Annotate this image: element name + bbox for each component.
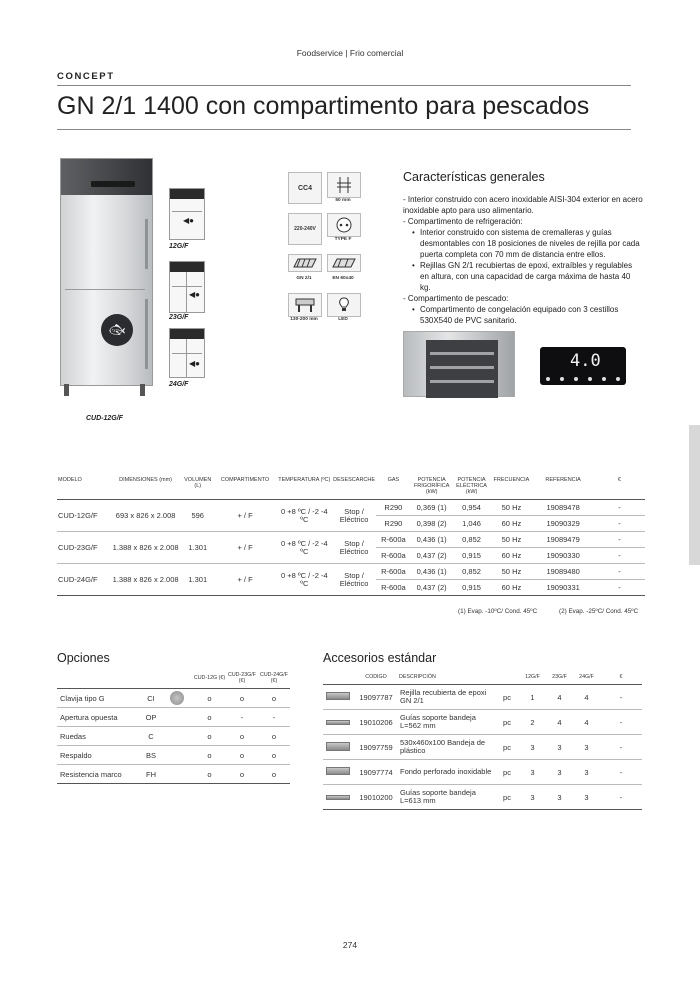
accessory-qty: 4 [546, 710, 573, 735]
option-image [161, 765, 193, 784]
variant-24gf-diagram [169, 328, 205, 378]
variant-label: 24G/F [169, 381, 189, 388]
col-header: FRECUENCIA [490, 474, 532, 500]
led-icon [327, 293, 361, 317]
col-header: VOLUMEN (L) [182, 474, 214, 500]
fish-compartment-photo [403, 331, 515, 397]
cooling-power-cell: 0,398 (2) [411, 516, 453, 532]
display-buttons [546, 377, 620, 381]
accessory-unit: pc [495, 710, 519, 735]
cc4-icon [288, 172, 322, 204]
col-header: DIMENSIONES (mm) [109, 474, 181, 500]
price-cell: - [594, 516, 645, 532]
accessory-description: Guías soporte bandeja L=562 mm [399, 710, 495, 735]
gn-tray-icon [288, 254, 322, 272]
col-header: CUD-24G/F (€) [260, 672, 288, 684]
fish-icon: ◀● [183, 216, 194, 225]
option-value: o [226, 727, 258, 746]
price-cell: - [594, 532, 645, 548]
option-code: FH [141, 765, 161, 784]
option-value: o [258, 746, 290, 765]
price-cell: - [594, 580, 645, 596]
cooling-power-cell: 0,436 (1) [411, 564, 453, 580]
wire-shelf-icon [326, 692, 350, 700]
table-row [57, 727, 290, 746]
model-cell: CUD-12G/F [58, 511, 98, 520]
option-image [161, 708, 193, 727]
option-value: - [258, 708, 290, 727]
accessory-image [323, 685, 353, 710]
option-value: o [193, 689, 226, 708]
icon-label: 130-200 mm [290, 317, 318, 322]
option-name: Resistencia marco [57, 765, 141, 784]
table-row [57, 689, 290, 708]
option-image [161, 746, 193, 765]
option-value: o [258, 727, 290, 746]
perforated-bottom-icon [326, 767, 350, 775]
option-image [161, 727, 193, 746]
control-panel [91, 181, 135, 187]
voltage-icon [288, 213, 322, 245]
variant-label: 12G/F [169, 243, 189, 250]
cooling-power-cell: 0,436 (1) [411, 532, 453, 548]
frequency-cell: 60 Hz [490, 548, 532, 564]
col-header [323, 672, 353, 685]
option-code: CI [141, 689, 161, 708]
footnote: (1) Evap. -10ºC/ Cond. 45ºC [458, 608, 538, 615]
option-value: o [226, 765, 258, 784]
table-row [57, 765, 290, 784]
col-header: GAS [376, 474, 411, 500]
reference-cell: 19090330 [532, 548, 593, 564]
option-value: o [258, 689, 290, 708]
reference-cell: 19090331 [532, 580, 593, 596]
feature-item: - Compartimento de pescado: [403, 294, 509, 303]
reference-cell: 19089479 [532, 532, 593, 548]
door-handle [145, 299, 148, 369]
table-row [57, 708, 290, 727]
col-header: DESESCARCHE [332, 474, 376, 500]
accessory-code: 19010206 [353, 710, 399, 735]
bullet-icon: • [412, 305, 415, 314]
option-name: Apertura opuesta [57, 708, 141, 727]
feature-item: - Interior construido con acero inoxidable AISI-304 exterior en acero inoxidable apto para uso alimentario. [403, 195, 643, 215]
options-table [57, 670, 290, 784]
accessory-unit: pc [495, 735, 519, 760]
model-cell: CUD-24G/F [57, 564, 109, 596]
bullet-icon: • [412, 261, 415, 270]
page-number: 274 [342, 940, 358, 950]
divider [57, 85, 631, 86]
accessory-qty: 4 [546, 685, 573, 710]
table-row [57, 746, 290, 765]
models-table [57, 474, 645, 596]
col-header: CUD-23G/F (€) [228, 672, 256, 684]
page-title: GN 2/1 1400 con compartimento para pescados [57, 92, 590, 120]
bullet-icon: • [412, 228, 415, 237]
footnote: (2) Evap. -25ºC/ Cond. 45ºC [559, 608, 639, 615]
feature-item: Interior construido con sistema de cremalleras y guías desmontables con 18 posiciones de niveles de rejilla por cada puerta completa con 70 mm de distancia entre ellos. [420, 228, 640, 259]
frequency-cell: 60 Hz [490, 580, 532, 596]
icon-label: 50 mm [335, 198, 351, 203]
accessory-qty: 3 [573, 735, 600, 760]
accessory-image [323, 735, 353, 760]
option-value: o [258, 765, 290, 784]
option-value: o [193, 708, 226, 727]
adjustable-legs-icon [288, 293, 322, 317]
breadcrumb: Foodservice | Frio comercial [296, 48, 404, 58]
icon-text: CC4 [297, 184, 312, 192]
reference-cell: 19089480 [532, 564, 593, 580]
col-header: MODELO [57, 474, 109, 500]
electric-power-cell: 0,915 [453, 548, 491, 564]
temp-cell: 0 +8 ºC / -2 -4 ºC [276, 564, 332, 596]
option-name: Clavija tipo G [57, 689, 141, 708]
accessory-code: 19097759 [353, 735, 399, 760]
col-header: € [619, 674, 623, 680]
accessory-qty: 2 [519, 710, 546, 735]
price-cell: - [618, 503, 621, 512]
col-header: POTENCIA ELÉCTRICA (kW) [453, 474, 491, 500]
accessory-image [323, 760, 353, 785]
accessory-price: - [600, 785, 642, 810]
accessory-price: - [600, 760, 642, 785]
control-display-photo [540, 347, 626, 385]
compartment-cell: + / F [237, 511, 253, 520]
option-value: o [226, 689, 258, 708]
col-header: TEMPERATURA (ºC) [276, 474, 332, 500]
col-header: € [594, 474, 645, 500]
fridge-model-label: CUD-12G/F [86, 415, 123, 422]
tray-guide-icon [326, 795, 350, 800]
option-code: C [141, 727, 161, 746]
accessory-unit: pc [495, 685, 519, 710]
accessory-qty: 3 [573, 785, 600, 810]
col-header [141, 670, 161, 689]
accessory-qty: 3 [519, 785, 546, 810]
accessory-price: - [600, 685, 642, 710]
table-row [57, 532, 645, 548]
door-split [65, 289, 145, 290]
accessory-code: 19010200 [353, 785, 399, 810]
frequency-cell: 60 Hz [490, 516, 532, 532]
accessory-qty: 3 [519, 735, 546, 760]
gas-cell: R-600a [376, 548, 411, 564]
option-value: o [226, 746, 258, 765]
gas-cell: R-600a [376, 564, 411, 580]
option-code: OP [141, 708, 161, 727]
temp-cell: 0 +8 ºC / -2 -4 ºC [280, 507, 328, 524]
accessory-price: - [600, 735, 642, 760]
col-header: CUD-12G (€) [193, 675, 226, 681]
accessory-image [323, 785, 353, 810]
accessories-title: Accesorios estándar [323, 651, 437, 665]
reference-cell: 19089478 [546, 503, 580, 512]
gas-cell: R290 [384, 503, 403, 512]
accessory-qty: 3 [546, 735, 573, 760]
fridge-leg [140, 384, 145, 396]
display-readout: 4.0 [570, 351, 601, 371]
feature-item: - Compartimento de refrigeración: [403, 217, 523, 226]
col-header: POTENCIA FRIGORÍFICA (kW) [411, 474, 453, 500]
compartment-cell: + / F [214, 532, 277, 564]
frequency-cell: 50 Hz [501, 503, 522, 512]
icon-label: TYPE F [334, 237, 352, 242]
col-header [161, 670, 193, 689]
cooling-power-cell: 0,437 (2) [411, 548, 453, 564]
col-header [57, 670, 141, 689]
door-handle [145, 219, 148, 269]
defrost-cell: Stop / Eléctrico [332, 564, 376, 596]
series-label: CONCEPT [57, 71, 115, 82]
accessory-qty: 1 [519, 685, 546, 710]
option-value: - [226, 708, 258, 727]
volume-cell: 596 [191, 511, 204, 520]
fish-icon: ◀● [189, 290, 200, 299]
electric-power-cell: 0,852 [453, 564, 491, 580]
col-header: REFERENCIA [532, 474, 593, 500]
accessory-description: Fondo perforado inoxidable [399, 760, 495, 785]
icon-text: 220-240V [294, 226, 316, 232]
col-header: 24G/F [579, 674, 594, 680]
frequency-cell: 50 Hz [490, 532, 532, 548]
table-header [57, 670, 290, 689]
price-cell: - [594, 564, 645, 580]
fridge-top-panel [61, 159, 152, 195]
gas-cell: R-600a [376, 580, 411, 596]
option-value: o [193, 765, 226, 784]
tray-guide-icon [326, 720, 350, 725]
options-title: Opciones [57, 651, 110, 665]
fish-badge [101, 314, 133, 346]
accessory-description: 530x460x100 Bandeja de plástico [399, 735, 495, 760]
col-header: DESCRIPCIÓN [399, 674, 436, 680]
frequency-cell: 50 Hz [490, 564, 532, 580]
option-name: Ruedas [57, 727, 141, 746]
accessory-qty: 3 [546, 785, 573, 810]
accessories-table [323, 672, 642, 810]
accessory-image [323, 710, 353, 735]
electric-power-cell: 0,852 [453, 532, 491, 548]
fridge-leg [64, 384, 69, 396]
accessory-price: - [600, 710, 642, 735]
accessory-unit: pc [495, 760, 519, 785]
compartment-cell: + / F [214, 564, 277, 596]
icon-label: LED [338, 317, 348, 322]
accessory-unit: pc [495, 785, 519, 810]
gas-cell: R290 [376, 516, 411, 532]
accessory-qty: 4 [573, 685, 600, 710]
accessory-qty: 3 [573, 760, 600, 785]
table-row [323, 785, 642, 810]
volume-cell: 1.301 [182, 532, 214, 564]
variant-23gf-diagram [169, 261, 205, 313]
volume-cell: 1.301 [182, 564, 214, 596]
table-row [323, 760, 642, 785]
table-row [57, 564, 645, 580]
col-header: CODIGO [365, 674, 387, 680]
model-cell: CUD-23G/F [57, 532, 109, 564]
table-row [323, 710, 642, 735]
feature-item: Rejillas GN 2/1 recubiertas de epoxi, extraíbles y regulables en altura, con una capacidad de carga máxima de hasta 40 kg. [420, 261, 633, 292]
icon-label: EN 60x40 [332, 276, 354, 281]
fish-icon: ◀● [189, 359, 200, 368]
table-row [323, 735, 642, 760]
section-tab [689, 425, 700, 565]
divider [57, 129, 631, 130]
col-header: COMPARTIMENTO [214, 474, 277, 500]
option-value: o [193, 727, 226, 746]
accessory-description: Rejilla recubierta de epoxi GN 2/1 [399, 685, 495, 710]
dims-cell: 1.388 x 826 x 2.008 [109, 532, 181, 564]
option-value: o [193, 746, 226, 765]
accessory-code: 19097774 [353, 760, 399, 785]
rack-spacing-icon [327, 172, 361, 198]
dims-cell: 693 x 826 x 2.008 [115, 511, 176, 520]
col-header: 23G/F [552, 674, 567, 680]
accessory-qty: 3 [519, 760, 546, 785]
plastic-tray-icon [326, 742, 350, 751]
en-tray-icon [327, 254, 361, 272]
features-title: Características generales [403, 170, 545, 184]
accessory-code: 19097787 [353, 685, 399, 710]
table-header [323, 672, 642, 685]
plug-type-g-icon [170, 691, 184, 705]
fridge-image [60, 158, 153, 386]
col-header [495, 672, 519, 685]
accessory-qty: 4 [573, 710, 600, 735]
accessory-description: Guías soporte bandeja L=613 mm [399, 785, 495, 810]
fish-icon: 🐟︎ [108, 322, 126, 337]
option-image [161, 689, 193, 708]
reference-cell: 19090329 [532, 516, 593, 532]
option-name: Respaldo [57, 746, 141, 765]
price-cell: - [594, 548, 645, 564]
table-row [323, 685, 642, 710]
table-row [57, 500, 645, 516]
accessory-qty: 3 [546, 760, 573, 785]
variant-label: 23G/F [169, 314, 189, 321]
variant-12gf-diagram [169, 188, 205, 240]
electric-power-cell: 0,915 [453, 580, 491, 596]
table-header [57, 474, 645, 500]
plug-type-f-icon [327, 213, 361, 237]
icon-label: GN 2/1 [296, 276, 312, 281]
cooling-power-cell: 0,437 (2) [411, 580, 453, 596]
cooling-power-cell: 0,369 (1) [416, 503, 447, 512]
dims-cell: 1.388 x 826 x 2.008 [109, 564, 181, 596]
defrost-cell: Stop / Eléctrico [339, 507, 369, 524]
col-header: 12G/F [525, 674, 540, 680]
temp-cell: 0 +8 ºC / -2 -4 ºC [276, 532, 332, 564]
electric-power-cell: 1,046 [453, 516, 491, 532]
electric-power-cell: 0,954 [462, 503, 481, 512]
option-code: BS [141, 746, 161, 765]
defrost-cell: Stop / Eléctrico [332, 532, 376, 564]
gas-cell: R-600a [376, 532, 411, 548]
feature-item: Compartimento de congelación equipado con 3 cestillos 530X540 de PVC sanitario. [420, 305, 619, 325]
